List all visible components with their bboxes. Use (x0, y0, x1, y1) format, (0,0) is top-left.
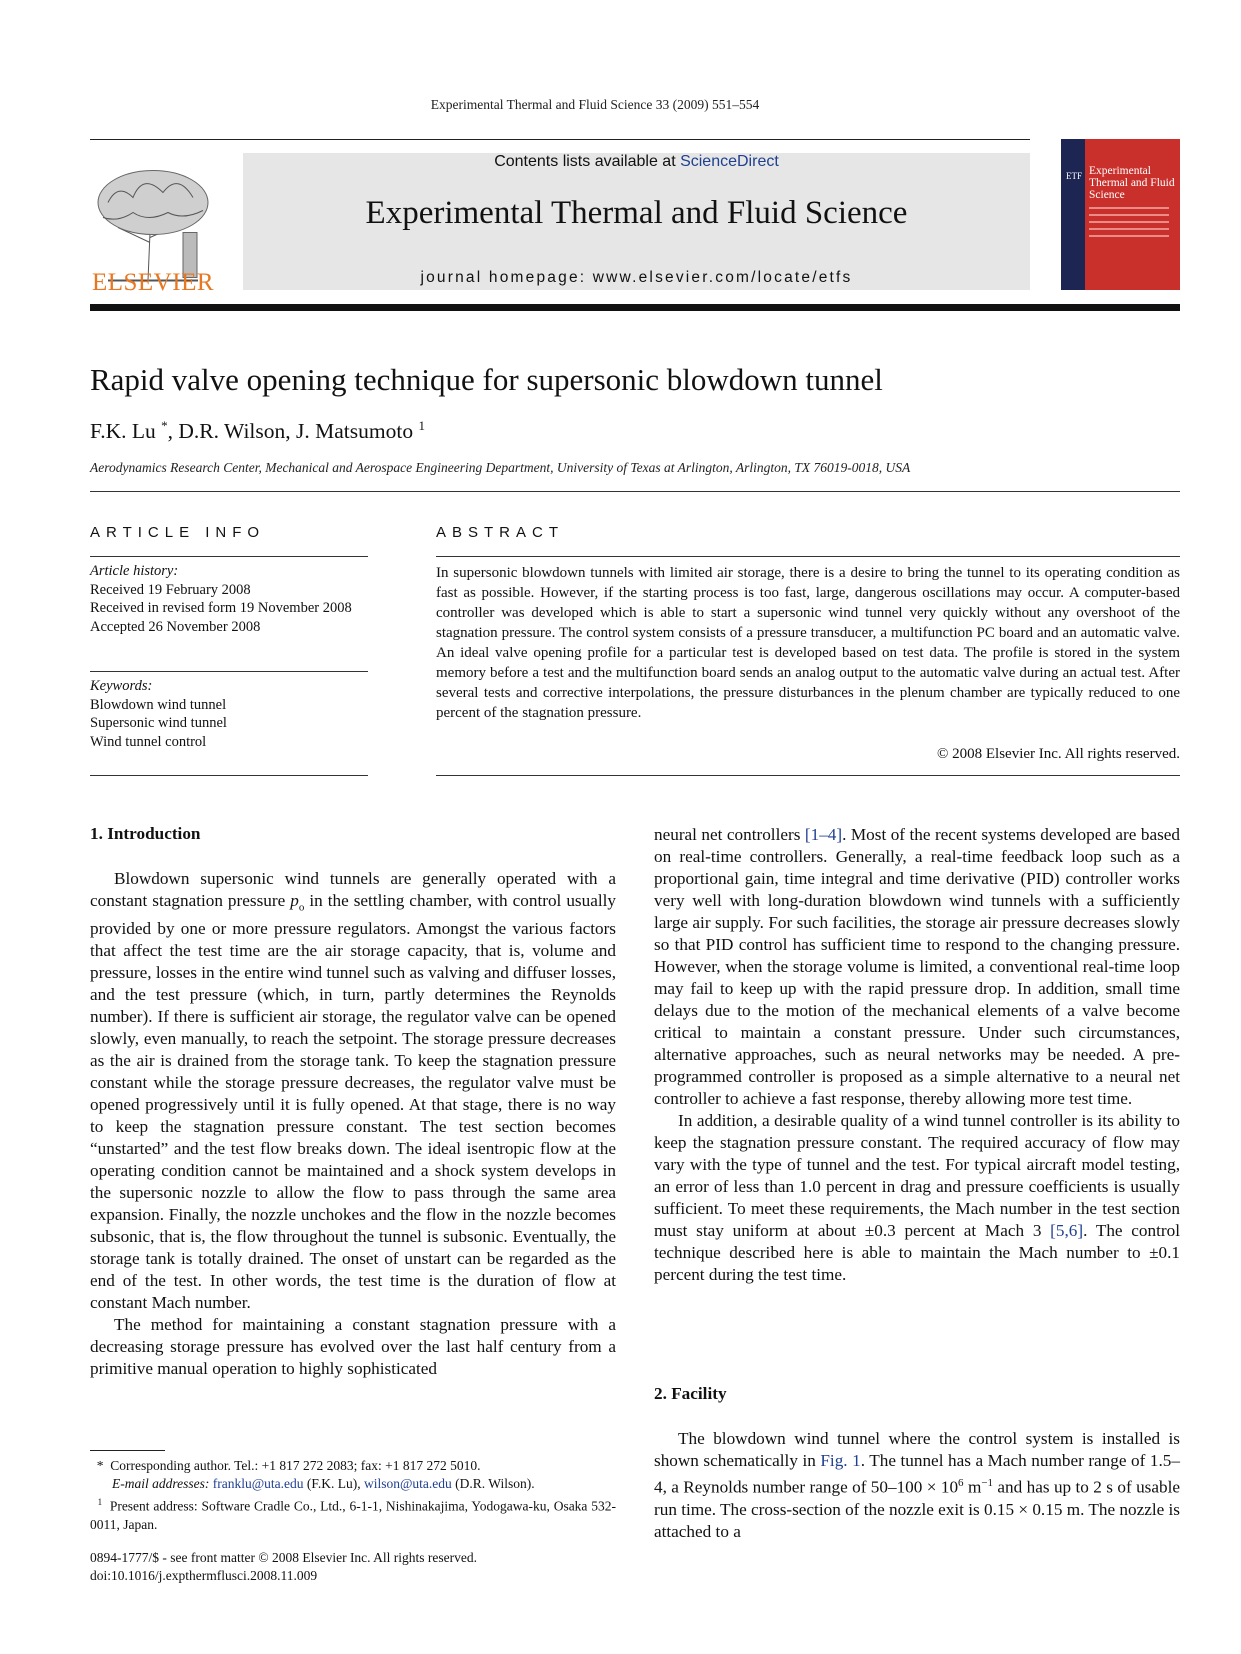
front-matter-line: 0894-1777/$ - see front matter © 2008 Elsevier Inc. All rights reserved. (90, 1550, 478, 1565)
journal-citation: Experimental Thermal and Fluid Science 33 (2009) 551–554 (430, 97, 760, 112)
journal-homepage[interactable]: journal homepage: www.elsevier.com/locate/etfs (420, 269, 853, 286)
cover-title: Experimental Thermal and Fluid Science (1089, 165, 1175, 201)
footnote-emails (90, 1475, 616, 1493)
text-run: The blowdown wind tunnel where the control system is installed is shown schematically in (654, 1429, 1180, 1470)
title-rule (90, 491, 1180, 492)
footnote-present-address: $^1$ Present address: Software Cradle Co., Ltd., 6-1-1, Nishinakajima, Yodogawa-ku, Osaka 532-0011, Japan. (90, 1497, 616, 1532)
article-info-rule (90, 556, 368, 557)
journal-cover-thumbnail (1061, 139, 1180, 290)
doi[interactable]: doi:10.1016/j.expthermflusci.2008.11.009 (90, 1568, 318, 1583)
received-date: Received 19 February 2008 (90, 581, 251, 598)
paragraph (654, 1428, 1180, 1543)
footnote-rule (90, 1450, 165, 1451)
sciencedirect-link[interactable]: ScienceDirect (680, 153, 779, 170)
text-run: . The control technique described here is able to maintain the Mach number to ±0.1 percent during the test time. (654, 1221, 1180, 1284)
header-rule (90, 139, 1030, 140)
keywords (90, 677, 368, 751)
journal-banner (243, 153, 1030, 290)
left-column (90, 868, 616, 1380)
paragraph (90, 868, 616, 1314)
journal-title: Experimental Thermal and Fluid Science (365, 195, 908, 231)
article-history (90, 562, 368, 636)
email-link[interactable]: franklu@uta.edu (212, 1476, 304, 1491)
paragraph (654, 824, 1180, 1110)
author-name: F.K. Lu (90, 419, 156, 444)
email-label: E-mail addresses: (112, 1476, 210, 1491)
text-run: neural net controllers (654, 825, 805, 844)
keyword: Wind tunnel control (90, 733, 207, 750)
keywords-label: Keywords: (90, 678, 153, 694)
author-name: D.R. Wilson (178, 419, 286, 444)
symbol-p: p (290, 891, 299, 910)
keyword: Supersonic wind tunnel (90, 715, 227, 731)
header-thick-bar (90, 304, 1180, 311)
text-run: . The tunnel has a Mach number range of 1.5–4, a Reynolds number range of 50–100 × 10 (654, 1451, 1180, 1497)
superscript: 6 (958, 1477, 964, 1489)
article-info-end-rule (90, 775, 368, 776)
author-mark[interactable]: * (161, 418, 168, 433)
contents-prefix: Contents lists available at (494, 153, 681, 170)
right-column (654, 824, 1180, 1286)
abstract-copyright: © 2008 Elsevier Inc. All rights reserved. (936, 746, 1180, 762)
text-run: in the settling chamber, with control usually provided by one or more pressure regulators. Amongst the various factors that affect the test time are the air storage capacity, that is, volume and pressure, losses in the entire wind tunnel such as valving and diffuser losses, and the test pressure (which, in turn, partly determines the Reynolds number). If there is sufficient air storage, the regulator valve can be opened slowly, even manually, to reach the setpoint. The storage pressure decreases as the air is drained from the storage tank. To keep the stagnation pressure constant while the storage pressure decreases, the regulator valve must be opened progressively until it is fully opened. At that stage, there is no way to keep the stagnation pressure constant. The test section becomes “unstarted” and the test flow breaks down. The ideal isentropic flow at the operating condition cannot be maintained and a shock system develops in the supersonic nozzle to allow the flow to pass through the same area expansion. Finally, the nozzle unchokes and the flow in the nozzle becomes subsonic, that is, the flow throughout the tunnel is subsonic. Eventually, the storage tank is totally drained. The onset of unstart can be regarded as the end of the test. In other words, the test time is the duration of flow at constant Mach number. (90, 891, 616, 1313)
author-mark[interactable]: 1 (418, 418, 425, 433)
email-owner: (F.K. Lu), (306, 1476, 361, 1491)
citation-link[interactable]: [5,6] (1050, 1221, 1084, 1240)
abstract-end-rule (436, 775, 1180, 776)
footnote-text: Corresponding author. Tel.: +1 817 272 2083; fax: +1 817 272 5010. (110, 1458, 481, 1473)
figure-link[interactable]: Fig. 1 (820, 1451, 861, 1470)
contents-line (243, 153, 1030, 171)
text-run: . Most of the recent systems developed are based on real-time controllers. Generally, a real-time feedback loop such as a proportional gain, time integral and time derivative (PID) controller works very well with long-duration blowdown wind tunnels with a sufficiently large air supply. For such facilities, the storage air pressure decreases slowly so that PID control has sufficient time to respond to the changing pressure. However, when the storage volume is limited, a conventional real-time loop may fail to keep up with the rapid pressure drop. In addition, small time delays due to the motion of the mechanical elements of a valve become critical to maintain a constant pressure. Under such circumstances, alternative approaches, such as neural networks may be needed. A pre-programmed controller is proposed as a simple alternative to a neural net controller to achieve a fast response, thereby allowing more test time. (654, 825, 1181, 1108)
text-run: In addition, a desirable quality of a wind tunnel controller is its ability to keep the stagnation pressure constant. The required accuracy of flow may vary with the type of tunnel and the test. For typical aircraft model testing, an error of less than 1.0 percent in drag and pressure coefficients is usually sufficient. To meet these requirements, the Mach number in the test section must stay uniform at about ±0.3 percent at Mach 3 (654, 1111, 1180, 1240)
keywords-rule (90, 671, 368, 672)
front-matter (90, 1549, 477, 1585)
email-owner: (D.R. Wilson). (455, 1476, 535, 1491)
author-name: J. Matsumoto (296, 419, 414, 444)
right-column-facility (654, 1428, 1180, 1543)
subscript: o (298, 901, 305, 914)
history-label: Article history: (90, 563, 179, 579)
section-heading-facility: 2. Facility (654, 1384, 727, 1403)
section-heading-introduction: 1. Introduction (90, 824, 201, 843)
paragraph: The method for maintaining a constant stagnation pressure with a decreasing storage pressure has evolved over the last half century from a primitive manual operation to highly sophisticated (90, 1315, 616, 1379)
abstract-text: In supersonic blowdown tunnels with limited air storage, there is a desire to bring the tunnel to its operating condition as fast as possible. However, if the starting process is too fast, large, dangerous oscillations may occur. A computer-based controller was developed which is able to start a supersonic wind tunnel very quickly without any overshoot of the stagnation pressure. The control system consists of a pressure transducer, a multifunction PC board and an automatic valve. An ideal valve opening profile for a particular test is developed based on test data. The profile is stored in the system memory before a test and the multifunction board sends an analog output to the automatic valve during an actual test. After several tests and corrective interpolations, the pressure disturbances in the plenum chamber are typically reduced to one percent of the stagnation pressure. (436, 565, 1180, 721)
paper-title: Rapid valve opening technique for supersonic blowdown tunnel (90, 362, 883, 397)
cover-text-lines (1089, 207, 1169, 242)
revised-date: Received in revised form 19 November 2008 (90, 600, 352, 616)
affiliation: Aerodynamics Research Center, Mechanical and Aerospace Engineering Department, University of Texas at Arlington, Arlington, TX 76019-0018, USA (90, 460, 911, 475)
abstract-heading: ABSTRACT (436, 524, 565, 541)
elsevier-wordmark: ELSEVIER (91, 269, 215, 296)
cover-stripe (1061, 139, 1085, 290)
footnote-text: Present address: Software Cradle Co., Ltd., 6-1-1, Nishinakajima, Yodogawa-ku, Osaka 532-0011, Japan. (90, 1498, 616, 1532)
citation-link[interactable]: [1–4] (804, 825, 843, 844)
cover-abbrev: ETF (1065, 171, 1082, 181)
author-list: F.K. Lu *, D.R. Wilson, J. Matsumoto $^1$ (90, 418, 425, 444)
footnotes (90, 1457, 616, 1534)
email-link[interactable]: wilson@uta.edu (363, 1476, 452, 1491)
abstract-rule (436, 556, 1180, 557)
article-info-heading: ARTICLE INFO (90, 524, 266, 541)
accepted-date: Accepted 26 November 2008 (90, 618, 261, 635)
text-run: Blowdown supersonic wind tunnels are generally operated with a constant stagnation pressure (90, 869, 616, 910)
footnote-corresponding: * Corresponding author. Tel.: +1 817 272 2083; fax: +1 817 272 5010. (90, 1458, 481, 1473)
superscript: −1 (981, 1477, 994, 1489)
paragraph (654, 1110, 1180, 1286)
text-run: m (963, 1477, 982, 1497)
keyword: Blowdown wind tunnel (90, 696, 227, 713)
text-run: and has up to 2 s of usable run time. The cross-section of the nozzle exit is 0.15 × 0.15 m. The nozzle is attached to a (654, 1477, 1180, 1541)
